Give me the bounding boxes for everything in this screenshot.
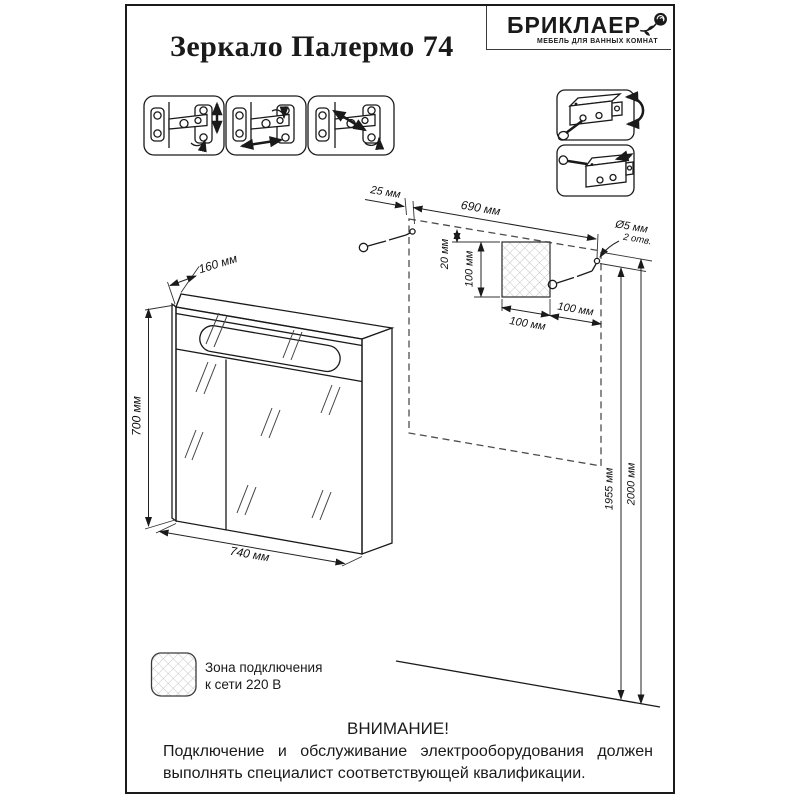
dim-depth (168, 251, 239, 304)
light-shelf-divider (176, 349, 362, 382)
dim-zone-right-offset-label: 100 мм (556, 300, 595, 319)
hole-diameter-callout (600, 218, 653, 257)
dim-height (130, 305, 176, 529)
brand-tagline: МЕБЕЛЬ ДЛЯ ВАННЫХ КОМНАТ (537, 38, 658, 45)
wall-mounting-diagram (359, 184, 660, 707)
hinge-diagram-horizontal-adjust (226, 96, 306, 155)
connection-zone-square (502, 242, 550, 297)
bracket-diagram-height-adjust (557, 90, 643, 140)
dim-width-label: 740 мм (228, 543, 271, 565)
legend-swatch (152, 653, 197, 696)
mounting-hole-left (410, 229, 415, 234)
bracket-diagram-wall-adjust (557, 145, 634, 196)
dim-height-label: 700 мм (129, 396, 144, 436)
page-title: Зеркало Палермо 74 (170, 30, 454, 63)
dim-edge-to-hole-label: 25 мм (369, 184, 402, 201)
cabinet-drawing (130, 251, 393, 566)
dim-width (156, 524, 362, 567)
warning-body (163, 741, 653, 784)
dim-zone-right-offset (550, 301, 601, 324)
floor-line (396, 661, 660, 707)
hinge-diagram-vertical-adjust (144, 96, 224, 155)
dim-hole-mount-height (600, 264, 646, 700)
dim-cabinet-top-height-label: 2000 мм (625, 462, 638, 506)
legend-line1: Зона подключения (205, 660, 323, 675)
warning-heading: ВНИМАНИЕ! (347, 719, 449, 738)
legend-line2: к сети 220 В (205, 677, 282, 692)
mounting-screw-right (548, 264, 596, 289)
hinge-diagram-depth-adjust (308, 96, 394, 155)
brand-name: БРИКЛАЕР (507, 11, 641, 38)
hole-count-label: 2 отв. (622, 231, 653, 248)
mounting-hole-right (594, 258, 599, 263)
mounting-screw-left (359, 233, 411, 252)
dim-zone-height-label: 100 мм (463, 250, 476, 288)
dim-zone-width-label: 100 мм (508, 315, 547, 334)
dim-edge-to-hole (365, 184, 415, 224)
dim-zone-width (502, 299, 550, 333)
hole-diameter-label: Ø5 мм (614, 218, 649, 236)
dim-zone-height (464, 243, 501, 298)
legend-text (205, 659, 322, 693)
warning-body-line1: Подключение и обслуживание электрооборудования должен (163, 743, 653, 760)
warning-body-line2: выполнять специалист соответствующей квалификации. (163, 764, 586, 782)
dim-hole-mount-height-label: 1955 мм (603, 467, 616, 511)
dim-depth-label: 160 мм (196, 251, 239, 277)
dim-zone-top-offset-label: 20 мм (439, 238, 451, 270)
dim-holes-distance-label: 690 мм (459, 197, 502, 219)
